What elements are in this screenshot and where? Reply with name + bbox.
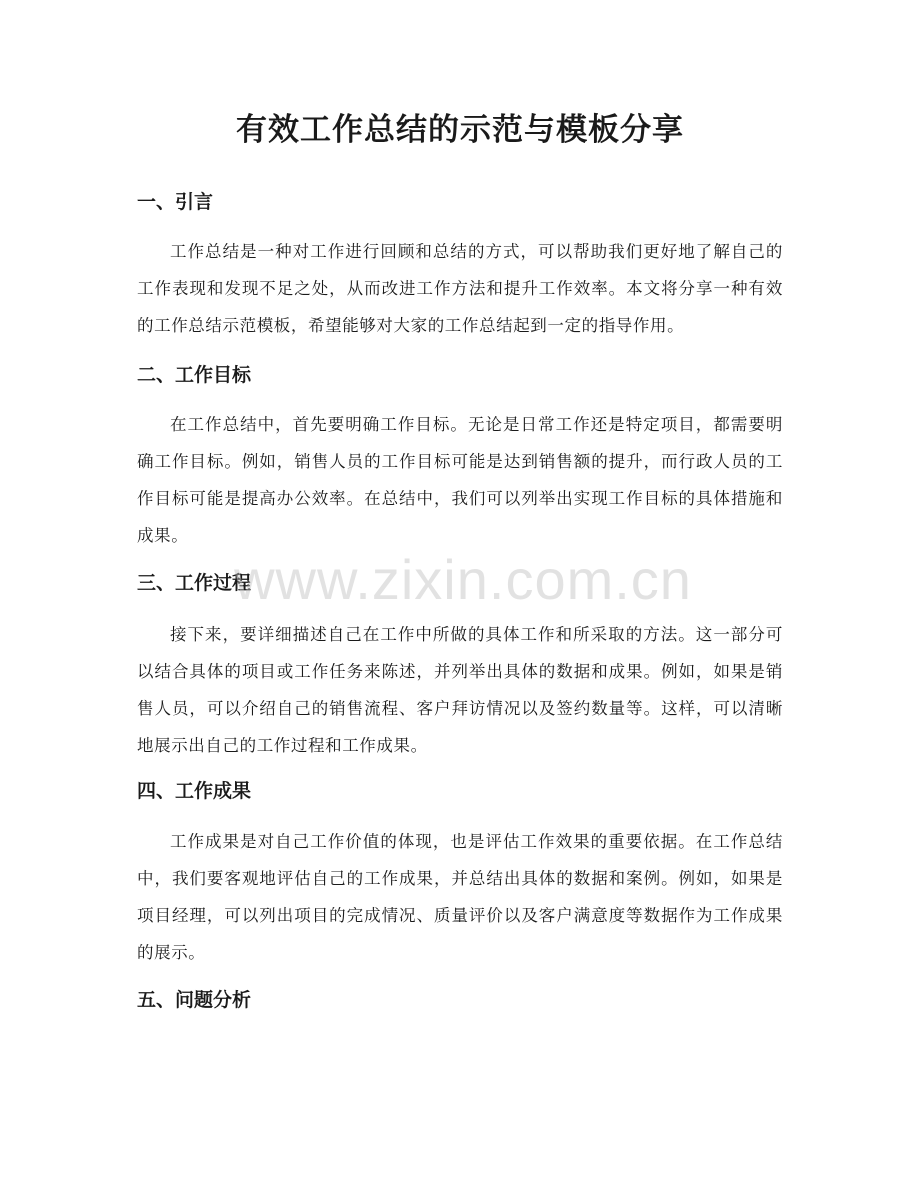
section-body-work-results: 工作成果是对自己工作价值的体现，也是评估工作效果的重要依据。在工作总结中，我们要客观地评估自己的工作成果，并总结出具体的数据和案例。例如，如果是项目经理，可以列出项目的完成情况、质量评价以及客户满意度等数据作为工作成果的展示。 xyxy=(137,832,783,962)
watermark: www.zixin.com.cn xyxy=(234,548,692,611)
section-heading-work-process: 三、工作过程 xyxy=(137,572,252,594)
section-heading-work-results: 四、工作成果 xyxy=(137,780,252,802)
section-body-work-goals: 在工作总结中，首先要明确工作目标。无论是日常工作还是特定项目，都需要明确工作目标。例如，销售人员的工作目标可能是达到销售额的提升，而行政人员的工作目标可能是提高办公效率。在总结中，我们可以列举出实现工作目标的具体措施和成果。 xyxy=(137,415,783,545)
section-heading-work-goals: 二、工作目标 xyxy=(137,364,252,386)
document-title: 有效工作总结的示范与模板分享 xyxy=(236,112,684,148)
section-body-introduction: 工作总结是一种对工作进行回顾和总结的方式，可以帮助我们更好地了解自己的工作表现和发现不足之处，从而改进工作方法和提升工作效率。本文将分享一种有效的工作总结示范模板，希望能够对大家的工作总结起到一定的指导作用。 xyxy=(137,242,783,335)
section-heading-introduction: 一、引言 xyxy=(137,191,214,213)
section-body-work-process: 接下来，要详细描述自己在工作中所做的具体工作和所采取的方法。这一部分可以结合具体的项目或工作任务来陈述，并列举出具体的数据和成果。例如，如果是销售人员，可以介绍自己的销售流程、客户拜访情况以及签约数量等。这样，可以清晰地展示出自己的工作过程和工作成果。 xyxy=(137,625,783,755)
section-heading-problem-analysis: 五、问题分析 xyxy=(137,989,252,1011)
